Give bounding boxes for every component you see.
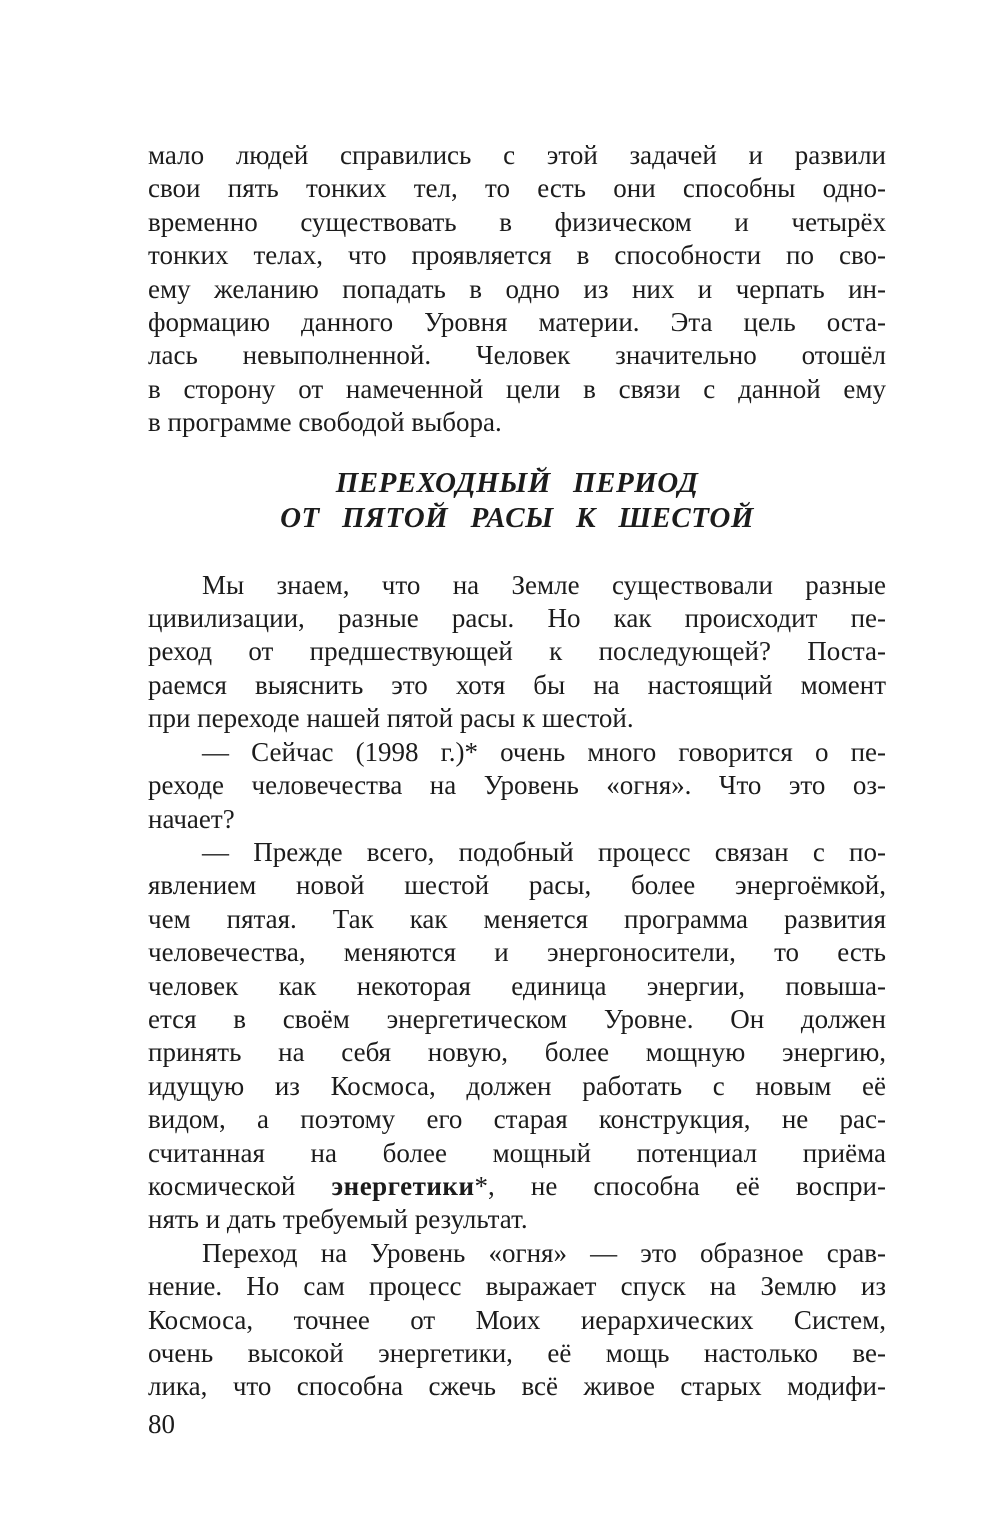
paragraph: [148, 736, 886, 836]
text-line: временно существовать в физическом и четырёх: [148, 206, 886, 237]
text-line: лась невыполненной. Человек значительно отошёл: [148, 340, 886, 371]
text-line: мало людей справились с этой задачей и развили: [148, 140, 886, 170]
text-line: при переходе нашей пятой расы к шестой.: [148, 703, 634, 734]
text-line: лика, что способна сжечь всё живое старых модифи-: [148, 1371, 886, 1402]
text-line: ему желанию попадать в одно из них и черпать ин-: [148, 273, 886, 304]
text-line: раемся выяснить это хотя бы на настоящий момент: [148, 669, 886, 700]
section-heading: [148, 466, 886, 536]
text-line: космической энергетики*, не способна её воспри-: [148, 1170, 886, 1201]
text-line: — Прежде всего, подобный процесс связан с по-: [202, 836, 886, 867]
text-line: явлением новой шестой расы, более энергоёмкой,: [148, 870, 886, 901]
text-block: [148, 139, 886, 1404]
paragraph: [148, 569, 886, 736]
text-line: ется в своём энергетическом Уровне. Он должен: [148, 1003, 886, 1034]
text-line: реход от предшествующей к последующей? Поста-: [148, 636, 886, 667]
text-line: свои пять тонких тел, то есть они способны одно-: [148, 173, 886, 204]
text-line: очень высокой энергетики, её мощь настолько ве-: [148, 1338, 886, 1368]
paragraph: [148, 836, 886, 1237]
paragraph: [148, 1237, 886, 1404]
text-line: Переход на Уровень «огня» — это образное срав-: [202, 1237, 886, 1268]
text-line: Мы знаем, что на Земле существовали разные: [202, 569, 886, 600]
text-line: чем пятая. Так как меняется программа развития: [148, 903, 886, 934]
text-line: начает?: [148, 803, 235, 834]
text-line: цивилизации, разные расы. Но как происходит пе-: [148, 603, 886, 634]
text-line: Космоса, точнее от Моих иерархических Систем,: [148, 1304, 886, 1335]
text-line: реходе человечества на Уровень «огня». Что это оз-: [148, 770, 886, 801]
text-line: — Сейчас (1998 г.)* очень много говорится о пе-: [202, 736, 886, 767]
paragraph: [148, 139, 886, 440]
text-line: в сторону от намеченной цели в связи с данной ему: [148, 373, 886, 404]
heading-line: ОТ ПЯТОЙ РАСЫ К ШЕСТОЙ: [280, 501, 754, 534]
text-line: формацию данного Уровня материи. Эта цель оста-: [148, 307, 886, 338]
text-line: в программе свободой выбора.: [148, 407, 502, 438]
text-line: нять и дать требуемый результат.: [148, 1204, 528, 1235]
text-line: идущую из Космоса, должен работать с новым её: [148, 1070, 886, 1101]
text-line: человечества, меняются и энергоносители, то есть: [148, 937, 886, 968]
text-line: человек как некоторая единица энергии, повыша-: [148, 970, 886, 1001]
text-line: считанная на более мощный потенциал приёма: [148, 1137, 886, 1168]
text-line: тонких телах, что проявляется в способности по сво-: [148, 240, 886, 271]
text-line: видом, а поэтому его старая конструкция, не рас-: [148, 1104, 886, 1135]
text-line: нение. Но сам процесс выражает спуск на Землю из: [148, 1271, 886, 1302]
text-line: принять на себя новую, более мощную энергию,: [148, 1037, 886, 1068]
page-number: 80: [148, 1409, 175, 1439]
heading-line: ПЕРЕХОДНЫЙ ПЕРИОД: [335, 466, 699, 499]
